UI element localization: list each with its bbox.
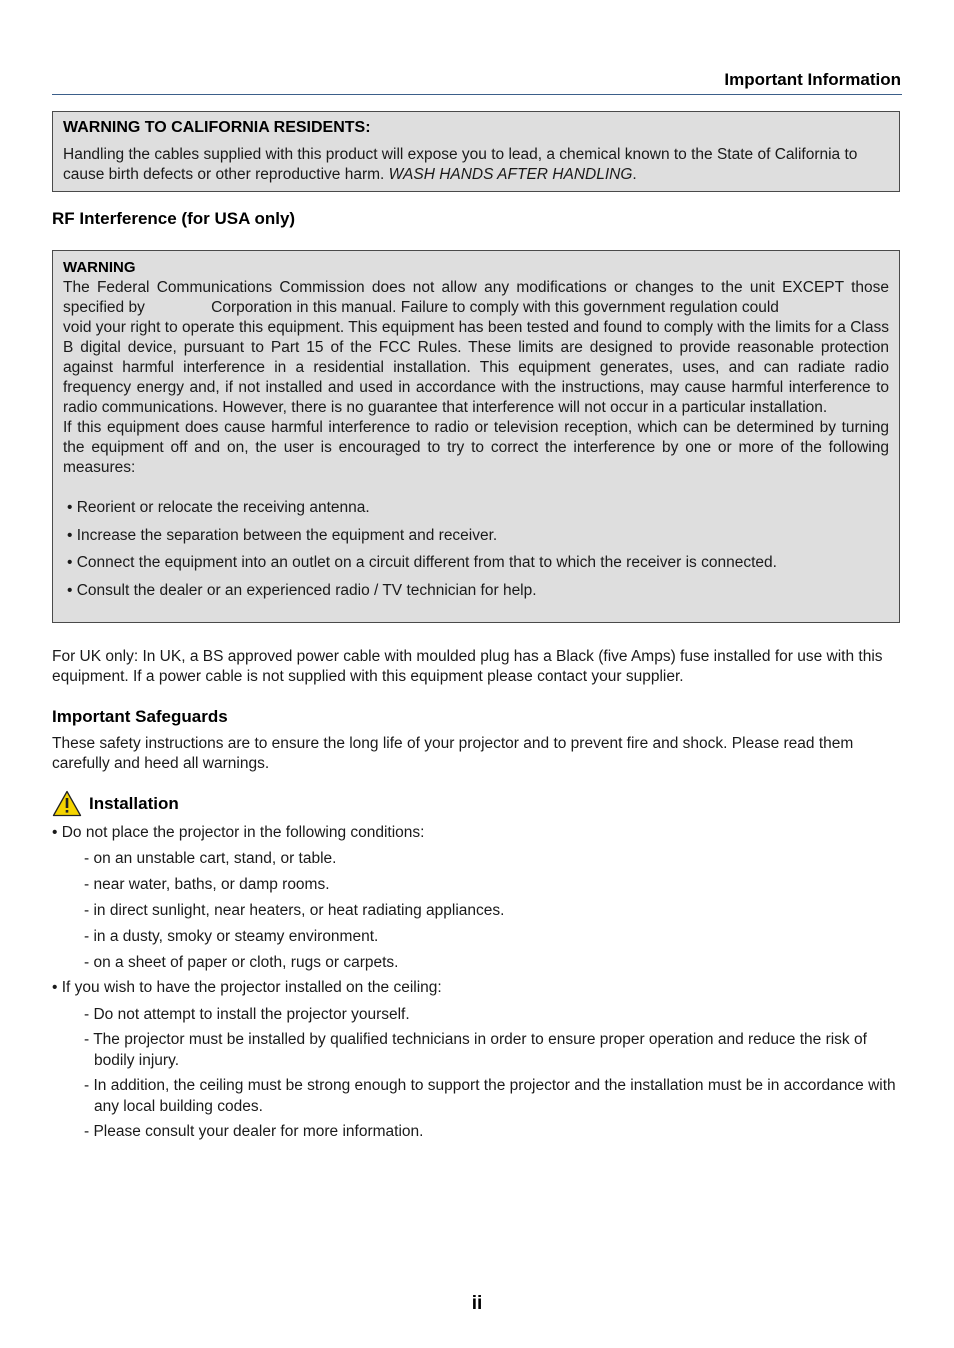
fcc-warning-box [52,250,900,623]
california-warning-box [52,111,900,192]
list-item: - In addition, the ceiling must be strong enough to support the projector and the installation must be in accordance with any local building codes. [84,1077,896,1115]
list-item: - Do not attempt to install the projector yourself. [84,1006,410,1023]
fcc-para2: If this equipment does cause harmful interference to radio or television reception, which can be determined by turning the equipment off and on, the user is encouraged to try to correct the interference by one or more of the following measures: [63,419,889,476]
list-item: • Consult the dealer or an experienced radio / TV technician for help. [67,582,537,600]
list-item: • Do not place the projector in the following conditions: [52,824,425,841]
fcc-measures-list [63,498,889,601]
fcc-para1-a: The Federal Communications Commission does not allow any modifications or changes to the unit EXCEPT those specified by [63,279,889,316]
list-item: - in a dusty, smoky or steamy environment. [84,928,379,945]
list-item: • Connect the equipment into an outlet on a circuit different from that to which the receiver is connected. [67,554,777,572]
safeguards-text: These safety instructions are to ensure the long life of your projector and to prevent fire and shock. Please read them carefully and heed all warnings. [52,735,854,772]
installation-heading-text: Installation [89,793,179,813]
installation-list [52,823,902,1142]
list-item: - near water, baths, or damp rooms. [84,876,330,893]
california-warning-text [63,145,889,185]
warning-triangle-icon [52,790,82,817]
list-item: - Please consult your dealer for more information. [84,1123,424,1140]
fcc-warning-title: WARNING [63,259,136,276]
fcc-para1 [63,278,889,318]
list-item: • If you wish to have the projector installed on the ceiling: [52,979,442,996]
list-item: - The projector must be installed by qualified technicians in order to ensure proper operation and reduce the risk of bodily injury. [84,1031,867,1069]
california-end: . [632,166,637,183]
safeguards-heading: Important Safeguards [52,707,228,726]
california-warning-title: WARNING TO CALIFORNIA RESIDENTS: [63,119,371,136]
list-item: - in direct sunlight, near heaters, or heat radiating appliances. [84,902,505,919]
list-item: • Increase the separation between the equipment and receiver. [67,526,498,544]
page-header-title: Important Information [724,70,901,89]
header-divider [52,94,902,95]
fcc-para1-c: void your right to operate this equipment. This equipment has been tested and found to comply with the limits for a Class B digital device, pursuant to Part 15 of the FCC Rules. These limits are designed to provide reasonable protection against harmful interference in a residential installation. This equipment generates, uses, and can radiate radio frequency energy and, if not installed and used in accordance with the instructions, may cause harmful interference to radio communications. However, there is no guarantee that interference will not occur in a particular installation. [63,319,889,416]
fcc-para1-b: Corporation in this manual. Failure to comply with this government regulation could [211,299,779,316]
uk-notice: For UK only: In UK, a BS approved power cable with moulded plug has a Black (five Amps) fuse installed for use with this equipment. If a power cable is not supplied with this equipment please contact your supplier. [52,648,883,685]
california-text: Handling the cables supplied with this product will expose you to lead, a chemical known to the State of California to cause birth defects or other reproductive harm. [63,146,858,183]
list-item: • Reorient or relocate the receiving antenna. [67,499,370,516]
installation-heading [52,790,179,817]
rf-heading: RF Interference (for USA only) [52,209,296,228]
california-emphasis: WASH HANDS AFTER HANDLING [388,166,633,183]
list-item: - on an unstable cart, stand, or table. [84,850,337,867]
page-number: ii [471,1293,483,1314]
list-item: - on a sheet of paper or cloth, rugs or carpets. [84,954,399,971]
